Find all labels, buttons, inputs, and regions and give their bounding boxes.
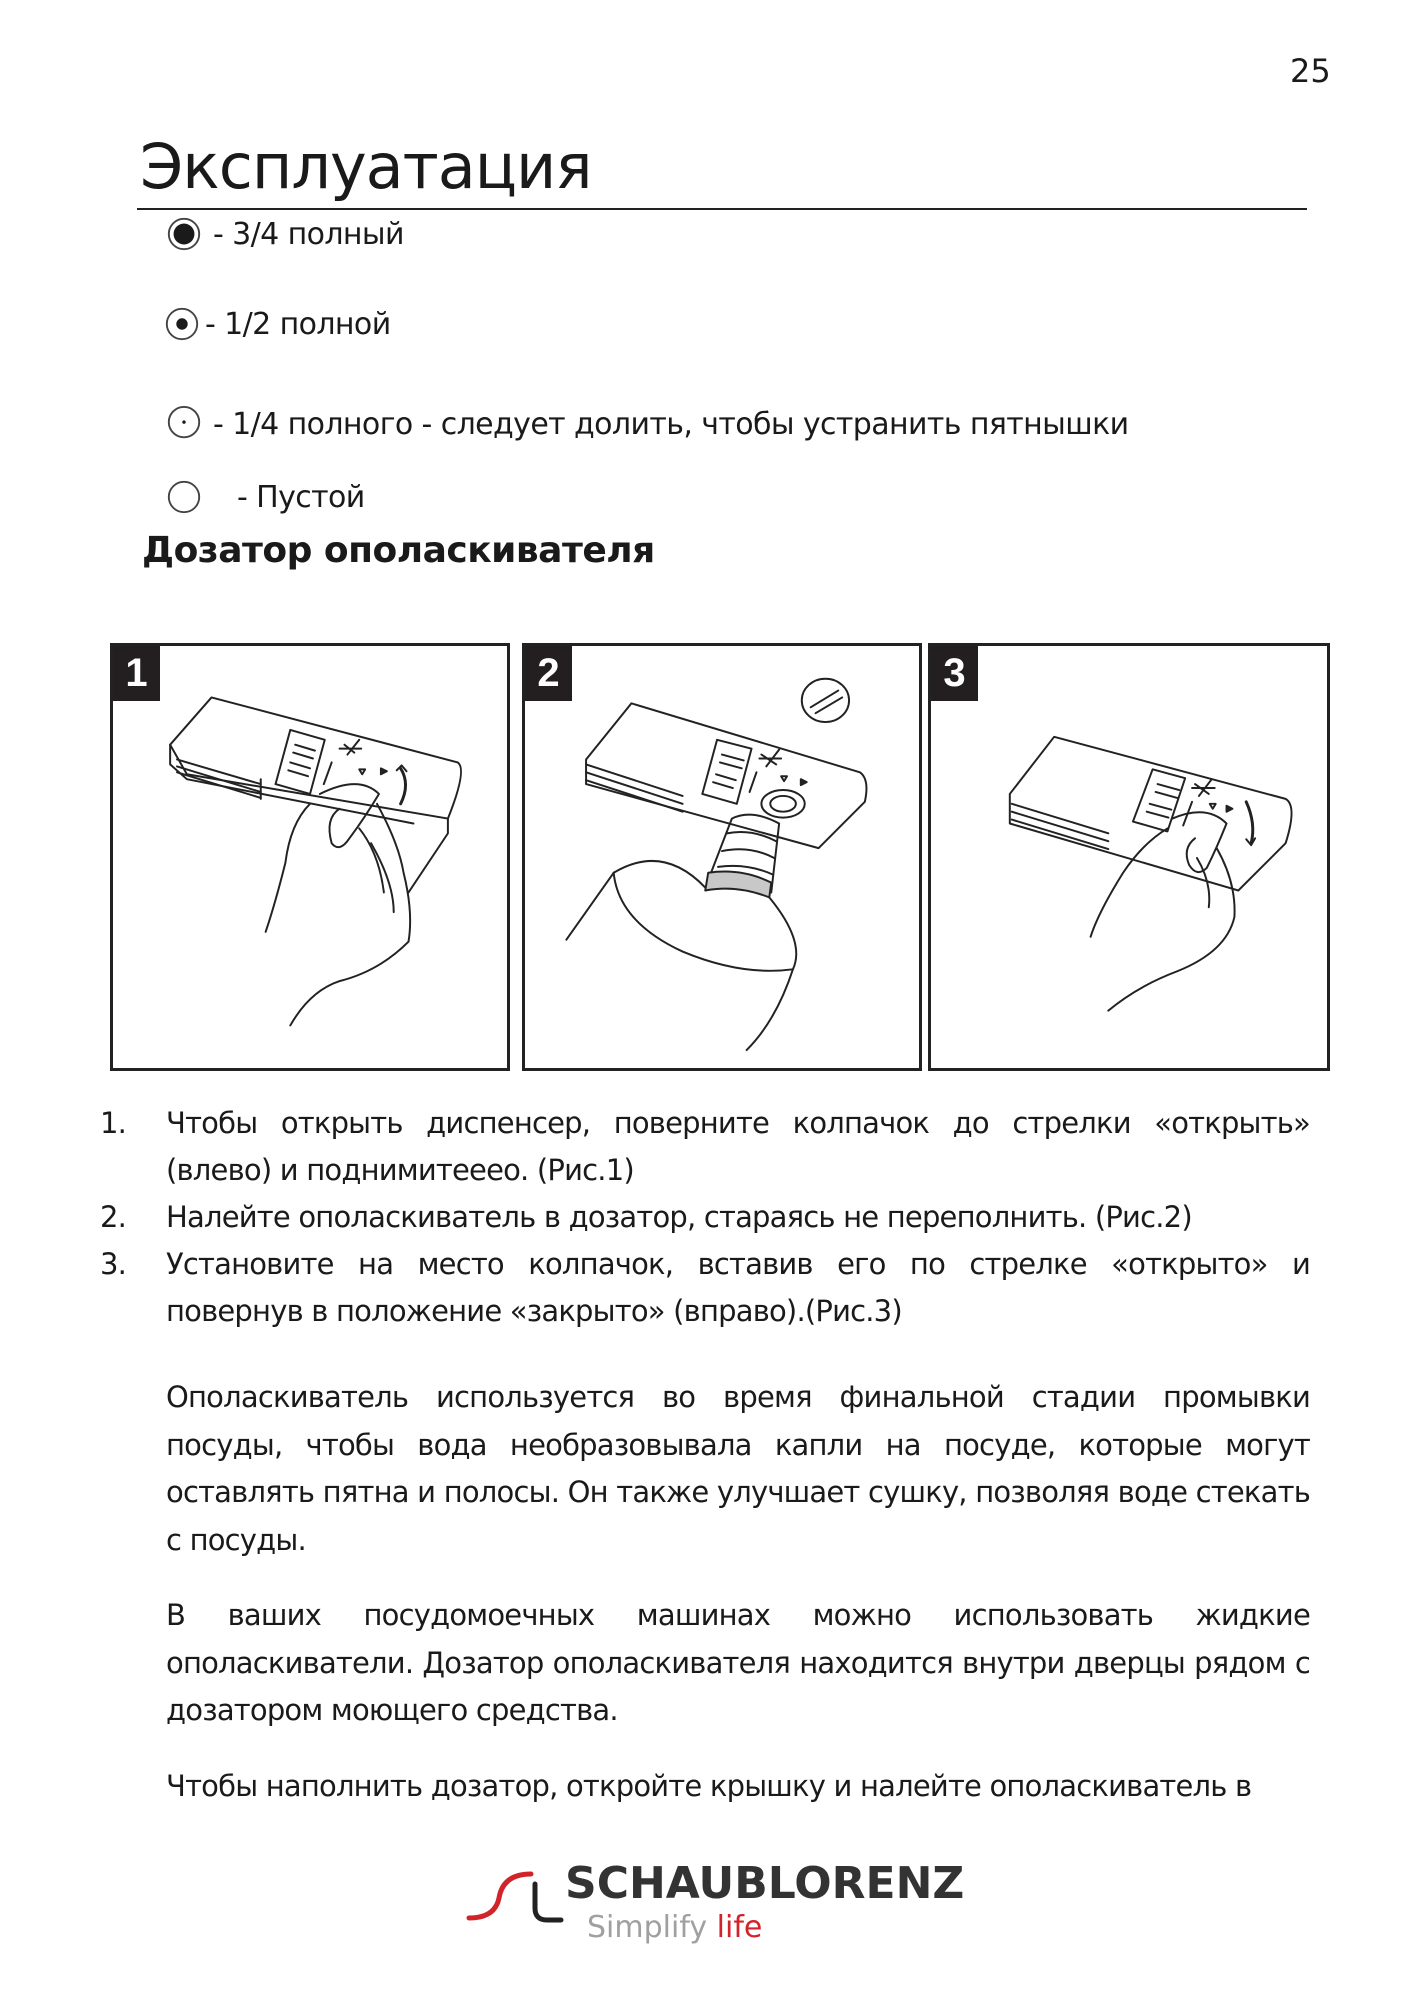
legend-item-empty: [165, 478, 365, 516]
instruction-steps: [100, 1100, 1310, 1335]
dispenser-close-illustration: [931, 646, 1327, 1068]
brand-logo-mark-icon: [465, 1860, 565, 1940]
brand-name: [565, 1858, 964, 1909]
legend-label: - 3/4 полный: [213, 216, 404, 252]
page-number: 25: [1290, 52, 1331, 90]
legend-label: - 1/4 полного - следует долить, чтобы устранить пятнышки: [213, 406, 1129, 442]
legend-item-half: [163, 305, 391, 343]
brand-name-part1: SCHAUB: [565, 1858, 768, 1909]
figure-number-badge: 3: [931, 646, 978, 701]
step-text: Чтобы открыть диспенсер, поверните колпачок до стрелки «открыть» (влево) и поднимитееео. (Рис.1): [166, 1106, 1310, 1187]
step-text: Установите на место колпачок, вставив его по стрелке «открыто» и повернув в положение «закрыто» (вправо).(Рис.3): [166, 1247, 1310, 1328]
brand-logo: [465, 1850, 965, 1960]
tagline-part2: life: [716, 1910, 763, 1945]
step-number: 3.: [100, 1247, 127, 1281]
dispenser-open-illustration: [113, 646, 507, 1068]
brand-name-part2: LORENZ: [767, 1858, 965, 1909]
figure-number-badge: 1: [113, 646, 160, 701]
paragraph-fill-instructions: Чтобы наполнить дозатор, откройте крышку и налейте ополаскиватель в: [166, 1769, 1252, 1803]
step-number: 2.: [100, 1200, 127, 1234]
step-text: Налейте ополаскиватель в дозатор, стараясь не переполнить. (Рис.2): [166, 1200, 1192, 1234]
indicator-empty-icon: [165, 478, 203, 516]
step-item: [100, 1100, 1310, 1194]
indicator-three-quarter-full-icon: [165, 215, 203, 253]
page-title: Эксплуатация: [140, 130, 592, 203]
legend-label: - Пустой: [237, 479, 365, 515]
legend-label: - 1/2 полной: [205, 306, 391, 342]
brand-tagline: [587, 1910, 762, 1945]
section-heading: Дозатор ополаскивателя: [142, 530, 655, 571]
legend-item-quarter: [165, 405, 1129, 443]
figure-1: [110, 643, 510, 1071]
step-item: [100, 1241, 1310, 1335]
figure-3: [928, 643, 1330, 1071]
step-number: 1.: [100, 1106, 127, 1140]
indicator-quarter-full-icon: [165, 405, 203, 443]
figure-2: [522, 643, 922, 1071]
title-divider: [137, 208, 1307, 210]
figure-number-badge: 2: [525, 646, 572, 701]
tagline-part1: Simplify: [587, 1910, 708, 1945]
step-item: [100, 1194, 1310, 1241]
paragraph-rinse-aid-location: В ваших посудомоечных машинах можно использовать жидкие ополаскиватели. Дозатор ополаскивателя находится внутри дверцы рядом с дозатором моющего средства.: [166, 1598, 1310, 1727]
dispenser-fill-illustration: [525, 646, 919, 1068]
paragraph-rinse-aid-purpose: Ополаскиватель используется во время финальной стадии промывки посуды, чтобы вода необразовывала капли на посуде, которые могут оставлять пятна и полосы. Он также улучшает сушку, позволяя воде стекать с посуды.: [166, 1380, 1310, 1557]
legend-item-three-quarter: [165, 215, 404, 253]
indicator-half-full-icon: [163, 305, 201, 343]
